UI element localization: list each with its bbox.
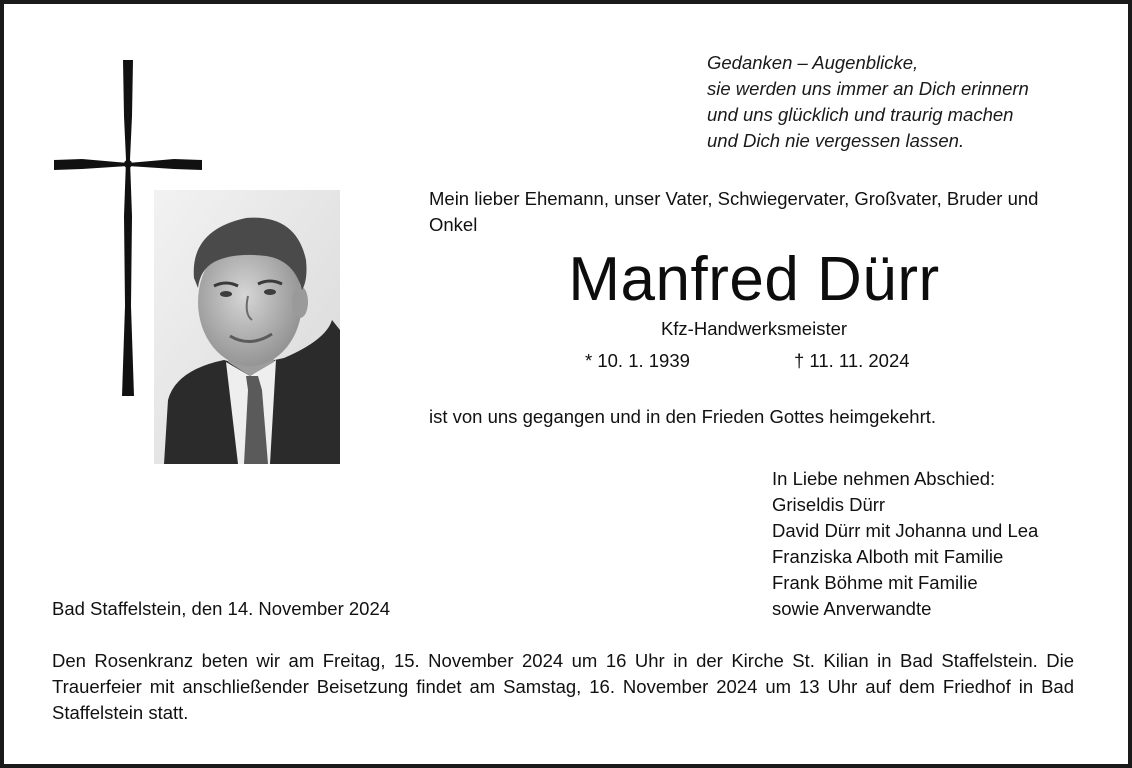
intro-text: Mein lieber Ehemann, unser Vater, Schwiegervater, Großvater, Bruder und Onkel	[429, 188, 1039, 235]
mourners-heading: In Liebe nehmen Abschied:	[772, 468, 996, 489]
deceased-profession: Kfz-Handwerksmeister	[660, 318, 848, 339]
poem-line: und uns glücklich und traurig machen	[707, 104, 1014, 125]
death-date: † 11. 11. 2024	[794, 350, 910, 371]
poem-line: Gedanken – Augenblicke,	[707, 52, 919, 73]
poem	[707, 50, 1087, 154]
mourner-name: Griseldis Dürr	[772, 494, 886, 515]
poem-line: und Dich nie vergessen lassen.	[707, 130, 965, 151]
deceased-name: Manfred Dürr	[568, 245, 940, 314]
mourner-name: Franziska Alboth mit Familie	[772, 546, 1004, 567]
mourner-name: Frank Böhme mit Familie	[772, 572, 978, 593]
mourners-list	[772, 466, 1102, 622]
place-date: Bad Staffelstein, den 14. November 2024	[52, 598, 391, 619]
passed-text: ist von uns gegangen und in den Frieden Gottes heimgekehrt.	[429, 406, 937, 427]
poem-line: sie werden uns immer an Dich erinnern	[707, 78, 1029, 99]
mourner-name: sowie Anverwandte	[772, 598, 932, 619]
mourner-name: David Dürr mit Johanna und Lea	[772, 520, 1039, 541]
birth-date: * 10. 1. 1939	[585, 350, 690, 371]
portrait-photo	[154, 190, 340, 464]
funeral-notice: Den Rosenkranz beten wir am Freitag, 15. November 2024 um 16 Uhr in der Kirche St. Kilian in Bad Staffelstein. Die Trauerfeier mit anschließender Beisetzung findet am Samstag, 16. November 2024 um 13 Uhr auf dem Friedhof in Bad Staffelstein statt.	[52, 650, 1074, 723]
